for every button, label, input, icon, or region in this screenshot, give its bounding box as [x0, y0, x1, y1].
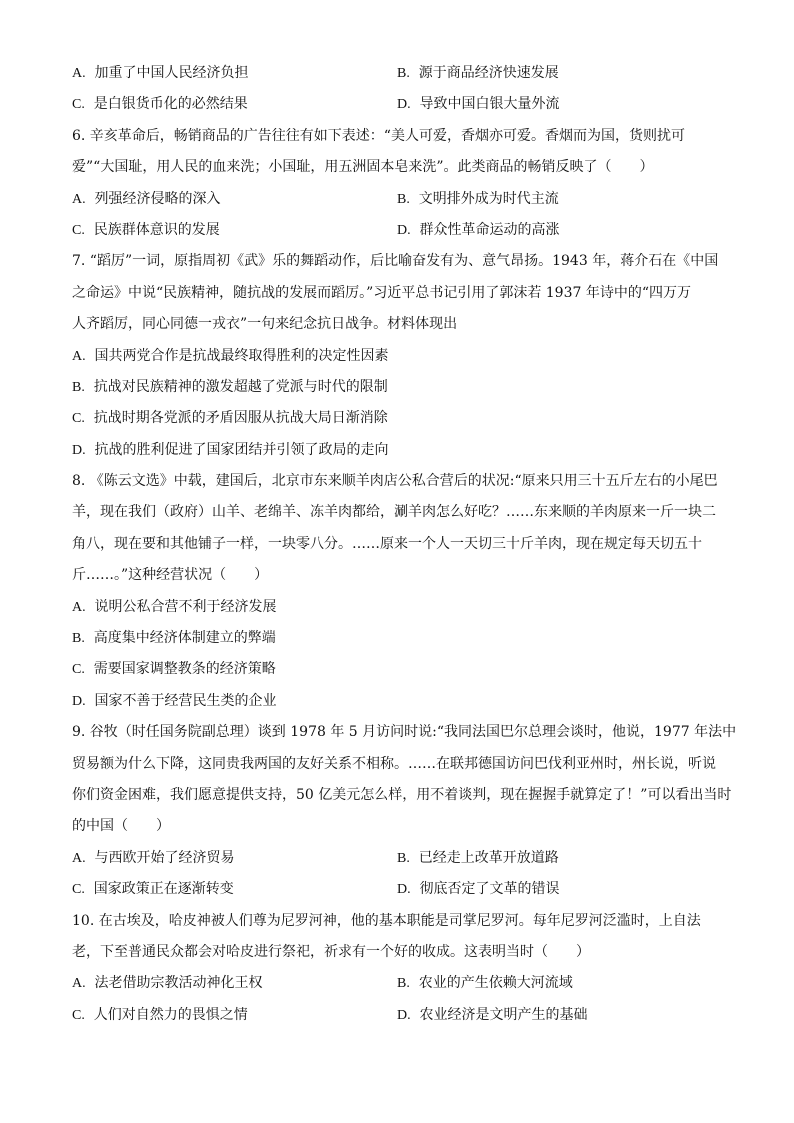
options-row	[72, 1004, 724, 1026]
option-text: 国家不善于经营民生类的企业	[94, 692, 277, 709]
option-d	[397, 219, 722, 241]
option-a	[72, 847, 397, 869]
option-letter: C.	[72, 1007, 85, 1023]
option-text: 导致中国白银大量外流	[419, 96, 560, 113]
option-letter: D.	[72, 442, 86, 458]
question-stem-line: 斤……。”这种经营状况（ ）	[72, 567, 269, 584]
option-a	[72, 972, 397, 994]
question-stem-line: 角八，现在要和其他铺子一样，一块零八分。……原来一个人一天切三十斤羊肉，现在规定每天切五十	[72, 535, 702, 552]
options-row	[72, 972, 724, 994]
question-stem-line: 10. 在古埃及，哈皮神被人们尊为尼罗河神，他的基本职能是司掌尼罗河。每年尼罗河泛滥时，上自法	[72, 912, 701, 929]
option-letter: B.	[397, 66, 410, 81]
option-text: 抗战对民族精神的激发超越了党派与时代的限制	[93, 378, 388, 395]
option-b	[397, 847, 722, 869]
option-a	[72, 596, 724, 618]
question-10	[72, 910, 724, 1026]
option-b	[72, 627, 724, 649]
question-stem-line: 人齐蹈厉，同心同德一戎衣”一句来纪念抗日战争。材料体现出	[72, 316, 458, 333]
option-a	[72, 62, 397, 84]
question-7	[72, 250, 724, 460]
question-8	[72, 470, 724, 712]
option-d	[397, 1004, 722, 1026]
option-c	[72, 658, 724, 680]
question-stem-line: 你们资金困难，我们愿意提供支持，50 亿美元怎么样，用不着谈判，现在握握手就算定了！”可以看出当时	[72, 786, 732, 803]
option-text: 抗战时期各党派的矛盾因服从抗战大局日渐消除	[93, 410, 388, 427]
options-row	[72, 62, 724, 84]
question-stem-line: 8. 《陈云文选》中载，建国后，北京市东来顺羊肉店公私合营后的状况:“原来只用三十五斤左右的小尾巴	[72, 473, 718, 490]
option-letter: A.	[72, 599, 86, 615]
option-letter: B.	[397, 976, 410, 992]
option-c	[72, 407, 724, 429]
option-letter: D.	[397, 222, 411, 238]
option-letter: A.	[72, 191, 86, 207]
option-text: 国家政策正在逐渐转变	[93, 881, 234, 898]
option-letter: D.	[397, 97, 411, 113]
option-d	[72, 439, 724, 461]
question-stem-line: 之命运》中说“民族精神，随抗战的发展而蹈厉。”习近平总书记引用了郭沫若 1937 年诗中的“四万万	[72, 284, 691, 301]
option-d	[72, 690, 724, 712]
option-c	[72, 878, 397, 900]
question-stem-line: 6. 辛亥革命后，畅销商品的广告往往有如下表述：“美人可爱，香烟亦可爱。香烟而为国，货则扰可	[72, 127, 685, 144]
question-stem-line: 7. “蹈厉”一词，原指周初《武》乐的舞蹈动作，后比喻奋发有为、意气昂扬。1943 年，蒋介石在《中国	[72, 253, 719, 270]
option-text: 高度集中经济体制建立的弊端	[93, 630, 276, 647]
option-letter: A.	[72, 850, 86, 866]
option-c	[72, 219, 397, 241]
option-text: 源于商品经济快速发展	[418, 65, 559, 81]
option-b	[397, 188, 722, 210]
option-letter: D.	[397, 882, 411, 898]
options-row	[72, 847, 724, 869]
option-a	[72, 345, 724, 367]
option-letter: B.	[72, 631, 85, 647]
question-stem-line: 羊，现在我们（政府）山羊、老绵羊、冻羊肉都给，涮羊肉怎么好吃？……东来顺的羊肉原来一斤一块二	[72, 504, 716, 521]
option-letter: D.	[72, 693, 86, 709]
option-letter: B.	[397, 191, 410, 207]
option-text: 说明公私合营不利于经济发展	[94, 598, 277, 615]
option-b	[397, 972, 722, 994]
option-text: 国共两党合作是抗战最终取得胜利的决定性因素	[94, 347, 389, 364]
option-text: 与西欧开始了经济贸易	[94, 849, 235, 866]
question-stem-line: 老，下至普通民众都会对哈皮进行祭祀，祈求有一个好的收成。这表明当时（ ）	[72, 943, 590, 960]
option-letter: C.	[72, 97, 85, 113]
option-d	[397, 878, 722, 900]
option-text: 已经走上改革开放道路	[418, 849, 559, 866]
option-text: 需要国家调整教条的经济策略	[93, 661, 276, 678]
option-letter: A.	[72, 976, 86, 992]
option-text: 加重了中国人民经济负担	[94, 65, 249, 81]
option-text: 民族群体意识的发展	[93, 221, 220, 238]
option-letter: C.	[72, 411, 85, 427]
option-b	[72, 376, 724, 398]
option-letter: A.	[72, 66, 86, 81]
option-d	[397, 93, 722, 115]
option-text: 列强经济侵略的深入	[94, 190, 221, 207]
question-5	[72, 62, 724, 115]
option-letter: B.	[72, 379, 85, 395]
question-9	[72, 721, 737, 900]
option-letter: D.	[397, 1007, 411, 1023]
option-text: 法老借助宗教活动神化王权	[94, 975, 263, 992]
option-c	[72, 1004, 397, 1026]
option-text: 群众性革命运动的高涨	[419, 221, 560, 238]
option-letter: B.	[397, 850, 410, 866]
option-text: 文明排外成为时代主流	[418, 190, 559, 207]
option-letter: C.	[72, 662, 85, 678]
options-row	[72, 188, 724, 210]
option-text: 人们对自然力的畏惧之情	[93, 1006, 248, 1023]
options-row	[72, 878, 724, 900]
option-text: 彻底否定了文革的错误	[419, 881, 560, 898]
question-list	[72, 62, 737, 1035]
option-text: 是白银货币化的必然结果	[93, 96, 248, 113]
option-c	[72, 93, 397, 115]
option-letter: A.	[72, 348, 86, 364]
question-6	[72, 125, 724, 241]
options-row	[72, 93, 724, 115]
option-text: 农业经济是文明产生的基础	[419, 1006, 588, 1023]
option-b	[397, 62, 722, 84]
options-row	[72, 219, 724, 241]
option-a	[72, 188, 397, 210]
question-stem-line: 9. 谷牧（时任国务院副总理）谈到 1978 年 5 月访问时说:“我同法国巴尔总理会谈时，他说，1977 年法中	[72, 724, 737, 741]
option-letter: C.	[72, 222, 85, 238]
question-stem-line: 贸易额为什么下降，这同贵我两国的友好关系不相称。……在联邦德国访问巴伐利亚州时，州长说，听说	[72, 755, 716, 772]
option-text: 抗战的胜利促进了国家团结并引领了政局的走向	[94, 441, 389, 458]
option-text: 农业的产生依赖大河流域	[418, 975, 573, 992]
question-stem-line: 爱”“大国耻，用人民的血来洗；小国耻，用五洲固本皂来洗”。此类商品的畅销反映了（ ）	[72, 159, 654, 176]
option-letter: C.	[72, 882, 85, 898]
question-stem-line: 的中国（ ）	[72, 818, 170, 835]
